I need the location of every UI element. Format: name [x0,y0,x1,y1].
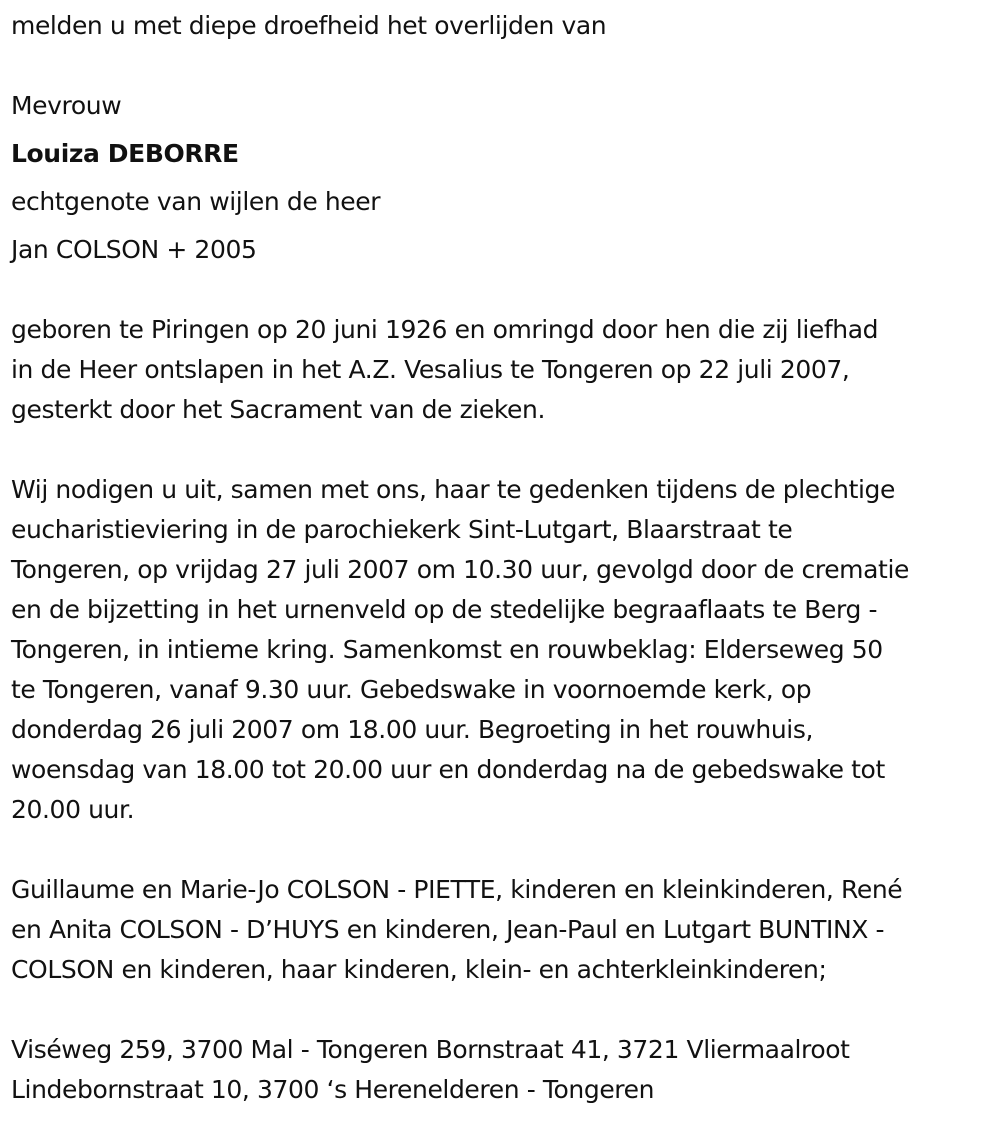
family-line: en Anita COLSON - D’HUYS en kinderen, Jean-Paul en Lutgart BUNTINX - [11,915,885,944]
birth-death-line: gesterkt door het Sacrament van de zieken. [11,395,545,424]
relation-text: echtgenote van wijlen de heer [11,187,381,216]
invitation-line: te Tongeren, vanaf 9.30 uur. Gebedswake in voornoemde kerk, op [11,675,812,704]
invitation-line: Tongeren, op vrijdag 27 juli 2007 om 10.30 uur, gevolgd door de crematie [11,555,909,584]
birth-death-line: in de Heer ontslapen in het A.Z. Vesalius te Tongeren op 22 juli 2007, [11,355,850,384]
invitation-line: en de bijzetting in het urnenveld op de stedelijke begraaflaats te Berg - [11,595,878,624]
salutation: Mevrouw [11,91,122,120]
address-line: Viséweg 259, 3700 Mal - Tongeren Bornstraat 41, 3721 Vliermaalroot [11,1035,850,1064]
intro-text: melden u met diepe droefheid het overlijden van [11,11,607,40]
family-line: COLSON en kinderen, haar kinderen, klein- en achterkleinkinderen; [11,955,827,984]
invitation-line: eucharistieviering in de parochiekerk Sint-Lutgart, Blaarstraat te [11,515,793,544]
deceased-name: Louiza DEBORRE [11,139,239,168]
invitation-line: woensdag van 18.00 tot 20.00 uur en donderdag na de gebedswake tot [11,755,885,784]
invitation-line: Tongeren, in intieme kring. Samenkomst en rouwbeklag: Elderseweg 50 [11,635,883,664]
family-line: Guillaume en Marie-Jo COLSON - PIETTE, kinderen en kleinkinderen, René [11,875,903,904]
invitation-line: Wij nodigen u uit, samen met ons, haar te gedenken tijdens de plechtige [11,475,895,504]
invitation-line: 20.00 uur. [11,795,135,824]
birth-death-line: geboren te Piringen op 20 juni 1926 en omringd door hen die zij liefhad [11,315,879,344]
invitation-line: donderdag 26 juli 2007 om 18.00 uur. Begroeting in het rouwhuis, [11,715,813,744]
address-line: Lindebornstraat 10, 3700 ‘s Herenelderen - Tongeren [11,1075,655,1104]
spouse-name: Jan COLSON + 2005 [11,235,257,264]
